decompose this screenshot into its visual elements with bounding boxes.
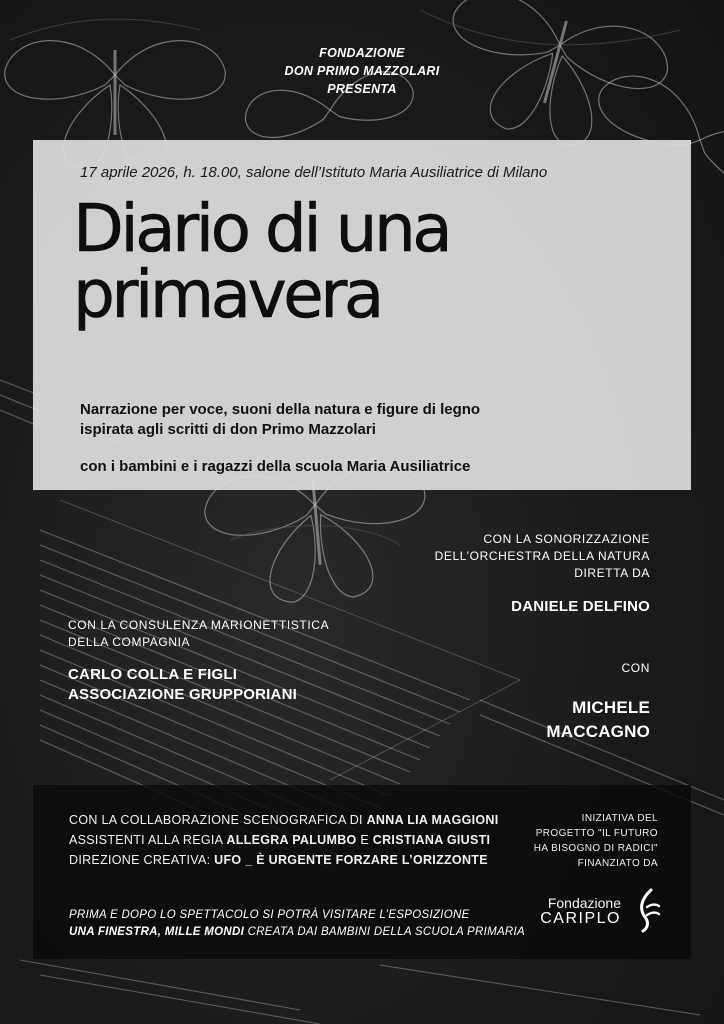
page-title	[73, 190, 673, 333]
title-panel	[33, 140, 691, 490]
credit-name: MACCAGNO	[546, 722, 650, 741]
credit-name: CARLO COLLA E FIGLI	[68, 666, 238, 683]
children-note: con i bambini e i ragazzi della scuola Maria Ausiliatrice	[80, 458, 471, 475]
credit-person: ALLEGRA PALUMBO	[226, 833, 357, 847]
event-date-venue: 17 aprile 2026, h. 18.00, salone dell’Istituto Maria Ausiliatrice di Milano	[80, 164, 548, 181]
set-design-credit	[69, 813, 499, 827]
credit-line: DELL’ORCHESTRA DELLA NATURA	[434, 549, 650, 563]
initiative-line: FINANZIATO DA	[577, 858, 658, 869]
narrator-name	[546, 696, 650, 744]
logo-wordmark	[540, 895, 621, 927]
sound-director-name: DANIELE DELFINO	[511, 598, 650, 615]
title-line: primavera	[73, 256, 381, 333]
initiative-note	[528, 811, 658, 871]
presenter-credit	[250, 44, 474, 98]
assistant-director-credit	[69, 833, 490, 847]
credit-name: ASSOCIAZIONE GRUPPORIANI	[68, 686, 297, 703]
exhibition-line	[69, 924, 525, 941]
description-line: Narrazione per voce, suoni della natura e figure di legno	[80, 401, 481, 418]
initiative-line: INIZIATIVA DEL	[581, 813, 658, 824]
initiative-line: PROGETTO "IL FUTURO	[535, 828, 658, 839]
exhibition-title: UNA FINESTRA, MILLE MONDI	[69, 926, 245, 938]
credit-role: DIREZIONE CREATIVA:	[69, 853, 211, 867]
sound-credit-intro	[435, 531, 650, 582]
with-label: CON	[621, 661, 650, 675]
credit-line: CON LA CONSULENZA MARIONETTISTICA	[68, 618, 330, 632]
credit-line: DIRETTA DA	[574, 566, 650, 580]
exhibition-note	[69, 907, 525, 941]
presenter-line: PRESENTA	[327, 82, 397, 96]
event-description	[80, 400, 640, 440]
exhibition-line: PRIMA E DOPO LO SPETTACOLO SI POTRÀ VISITARE L’ESPOSIZIONE	[69, 909, 470, 921]
credit-joiner: E	[360, 833, 369, 847]
credit-name: MICHELE	[572, 698, 650, 717]
credit-line: DELLA COMPAGNIA	[68, 635, 191, 649]
presenter-line: FONDAZIONE	[319, 46, 405, 60]
bottom-credits-panel	[33, 785, 691, 959]
credit-person: UFO _ È URGENTE FORZARE L’ORIZZONTE	[214, 853, 488, 867]
credit-person: ANNA LIA MAGGIONI	[366, 813, 499, 827]
description-line: ispirata agli scritti di don Primo Mazzolari	[80, 421, 376, 438]
credit-line: CON LA SONORIZZAZIONE	[483, 532, 650, 546]
credit-role: CON LA COLLABORAZIONE SCENOGRAFICA DI	[69, 813, 363, 827]
title-line: Diario di una	[73, 190, 450, 267]
initiative-line: HA BISOGNO DI RADICI"	[533, 843, 658, 854]
presenter-line: DON PRIMO MAZZOLARI	[284, 64, 440, 78]
credit-role: ASSISTENTI ALLA REGIA	[69, 833, 223, 847]
puppetry-company-names	[68, 665, 297, 705]
creative-direction-credit	[69, 853, 488, 867]
fondazione-cariplo-logo	[521, 885, 661, 943]
credit-person: CRISTIANA GIUSTI	[372, 833, 491, 847]
logo-text-top: Fondazione	[547, 895, 621, 911]
puppetry-credit-intro	[68, 617, 329, 651]
cariplo-mark-icon	[633, 887, 661, 933]
exhibition-detail: CREATA DAI BAMBINI DELLA SCUOLA PRIMARIA	[247, 926, 526, 938]
logo-text-bottom: CARIPLO	[540, 910, 621, 927]
